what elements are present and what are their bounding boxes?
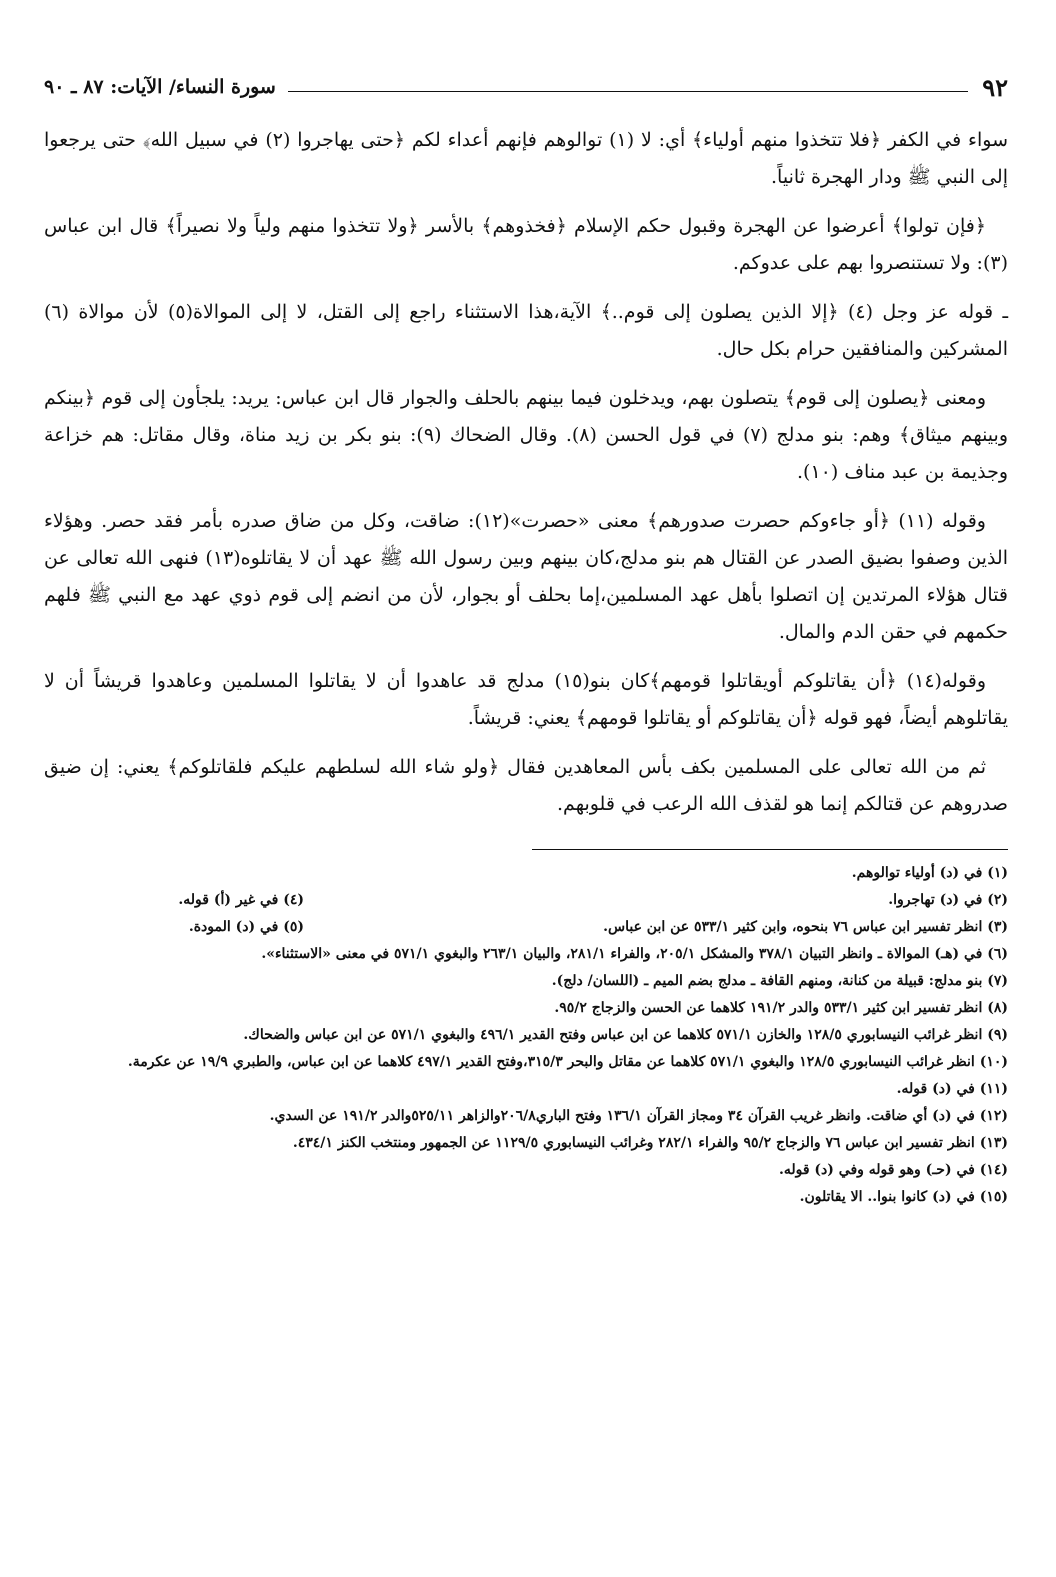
footnote: (١٤) في (حـ) وهو قوله وفي (د) قوله. (778, 1162, 1008, 1178)
footnote: (١) في (د) أولياء توالوهم. (851, 865, 1008, 881)
paragraph: وقوله (١١) ﴿أو جاءوكم حصرت صدورهم﴾ معنى «حصرت»(١٢): ضاقت، وكل من ضاق صدره بأمر فقد حصر. وهؤلاء الذين وصفوا بضيق الصدر عن القتال هم بنو مدلج،كان بينهم وبين رسول الله ﷺ عهد أن لا يقاتلوه(١٣) فنهى الله تعالى عن قتال هؤلاء المرتدين إن اتصلوا بأهل عهد المسلمين،إما بحلف أو بجوار، لأن من انضم إلى قوم ذوي عهد مع النبي ﷺ فلهم حكمهم في حقن الدم والمال. (44, 510, 1008, 643)
paragraph: ومعنى ﴿يصلون إلى قوم﴾ يتصلون بهم، ويدخلون فيما بينهم بالحلف والجوار قال ابن عباس: يريد: يلجأون إلى قوم ﴿بينكم وبينهم ميثاق﴾ وهم: بنو مدلج (٧) في قول الحسن (٨). وقال الضحاك (٩): بنو بكر بن زيد مناة، وقال مقاتل: هم خزاعة وجذيمة بن عبد مناف (١٠). (44, 387, 1009, 483)
footnotes (44, 860, 1008, 1211)
footnote-row (44, 887, 1008, 914)
footnote: (٢) في (د) تهاجروا. (888, 892, 1008, 908)
main-text (44, 122, 1008, 823)
footnote: (١٣) انظر تفسير ابن عباس ٧٦ والزجاج ٩٥/٢ والفراء ٢٨٢/١ وغرائب النيسابوري ١١٢٩/٥ عن الجمهور ومنتخب الكنز ٤٣٤/١. (292, 1135, 1008, 1151)
paragraph: وقوله(١٤) ﴿أن يقاتلوكم أويقاتلوا قومهم﴾كان بنو(١٥) مدلج قد عاهدوا أن لا يقاتلوا المسلمين وعاهدوا قريشاً أن لا يقاتلوهم أيضاً، فهو قوله ﴿أن يقاتلوكم أو يقاتلوا قومهم﴾ يعني: قريشاً. (44, 670, 1008, 729)
running-title: سورة النساء/ الآيات: ٨٧ ـ ٩٠ (44, 76, 276, 98)
footnote: (٤) في غير (أ) قوله. (178, 892, 304, 908)
running-header (44, 70, 1008, 104)
paragraph: ـ قوله عز وجل (٤) ﴿إلا الذين يصلون إلى قوم..﴾ الآية،هذا الاستثناء راجع إلى القتل، لا إلى الموالاة(٥) لأن موالاة (٦) المشركين والمنافقين حرام بكل حال. (44, 301, 1009, 360)
paragraph: ثم من الله تعالى على المسلمين بكف بأس المعاهدين فقال ﴿ولو شاء الله لسلطهم عليكم فلقاتلوكم﴾ يعني: إن ضيق صدروهم عن قتالكم إنما هو لقذف الله الرعب في قلوبهم. (44, 756, 1008, 815)
footnote: (١٠) انظر غرائب النيسابوري ١٢٨/٥ والبغوي ٥٧١/١ كلاهما عن مقاتل والبحر ٣١٥/٣،وفتح القدير ٤٩٧/١ كلاهما عن ابن عباس، والطبري ١٩/٩ عن عكرمة. (127, 1054, 1008, 1070)
paragraph: سواء في الكفر ﴿فلا تتخذوا منهم أولياء﴾ أي: لا (١) توالوهم فإنهم أعداء لكم ﴿حتى يهاجروا (٢) في سبيل الله﴾ حتى يرجعوا إلى النبي ﷺ ودار الهجرة ثانياً. (44, 129, 1008, 188)
footnote-separator (532, 849, 1008, 850)
footnote: (٣) انظر تفسير ابن عباس ٧٦ بنحوه، وابن كثير ٥٣٣/١ عن ابن عباس. (603, 919, 1008, 935)
header-rule (288, 91, 968, 92)
page (44, 70, 1008, 1537)
paragraph: ﴿فإن تولوا﴾ أعرضوا عن الهجرة وقبول حكم الإسلام ﴿فخذوهم﴾ بالأسر ﴿ولا تتخذوا منهم ولياً ولا نصيراً﴾ قال ابن عباس (٣): ولا تستنصروا بهم على عدوكم. (44, 215, 1008, 274)
page-number: ٩٢ (982, 72, 1008, 102)
footnote: (١٥) في (د) كانوا بنوا.. الا يقاتلون. (799, 1189, 1008, 1205)
footnote: (١١) في (د) قوله. (896, 1081, 1008, 1097)
footnote: (١٢) في (د) أي ضاقت. وانظر غريب القرآن ٣٤ ومجاز القرآن ١٣٦/١ وفتح الباري٢٠٦/٨والزاهر ٥٢٥/١١والدر ١٩١/٢ عن السدي. (269, 1108, 1008, 1124)
footnote: (٨) انظر تفسير ابن كثير ٥٣٣/١ والدر ١٩١/٢ كلاهما عن الحسن والزجاج ٩٥/٢. (554, 1000, 1008, 1016)
footnote-row (44, 914, 1008, 941)
footnote: (٥) في (د) المودة. (188, 919, 304, 935)
footnote: (٦) في (هـ) الموالاة ـ وانظر التبيان ٣٧٨/١ والمشكل ٢٠٥/١، والفراء ٢٨١/١، والبيان ٢٦٣/١ والبغوي ٥٧١/١ في معنى «الاستثناء». (261, 946, 1008, 962)
footnote: (٧) بنو مدلج: قبيلة من كنانة، ومنهم القافة ـ مدلج بضم الميم ـ (اللسان/ دلج). (551, 973, 1008, 989)
footnote: (٩) انظر غرائب النيسابوري ١٢٨/٥ والخازن ٥٧١/١ كلاهما عن ابن عباس وفتح القدير ٤٩٦/١ والبغوي ٥٧١/١ عن ابن عباس والضحاك. (243, 1027, 1008, 1043)
